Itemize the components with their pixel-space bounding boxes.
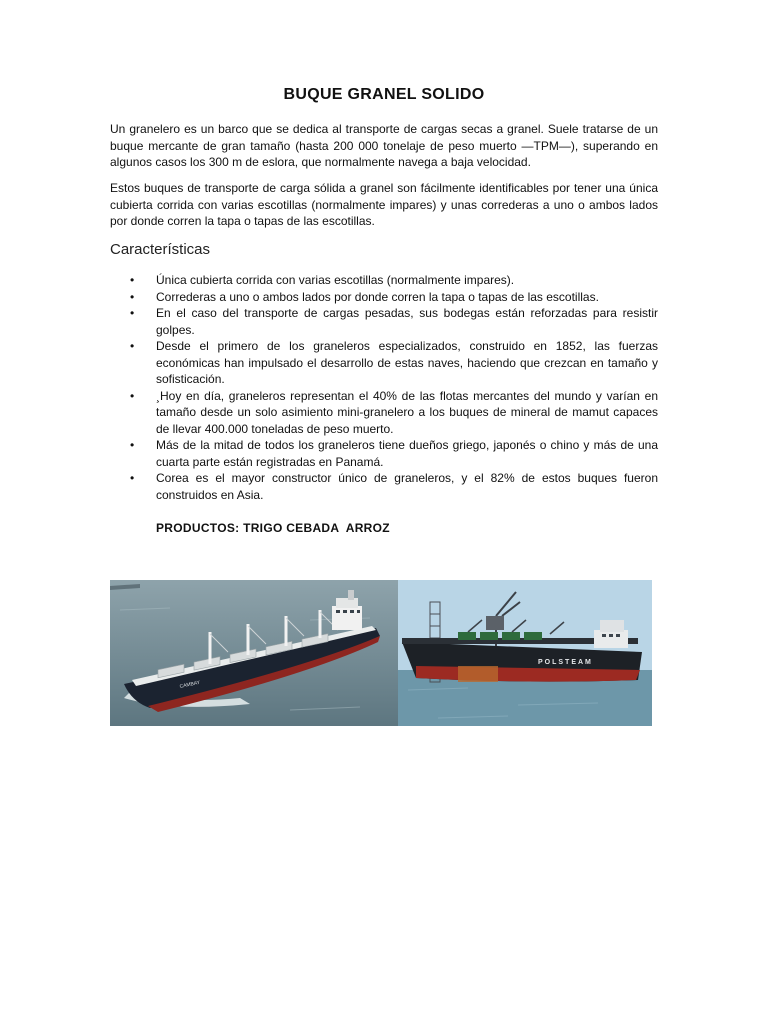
page-title: BUQUE GRANEL SOLIDO <box>283 86 485 103</box>
intro-paragraph: Un granelero es un barco que se dedica al transporte de cargas secas a granel. Suele tratarse de un buque mercante de gran tamaño (hasta 200 000 tonelaje de peso muerto —TPM—), superando en algunos casos los 300 m de eslora, que normalmente navega a baja velocidad. <box>110 122 658 169</box>
list-item <box>110 437 658 470</box>
list-item-text: Correderas a uno o ambos lados por donde corren la tapa o tapas de las escotillas. <box>156 289 599 304</box>
bullet-icon: • <box>130 471 135 485</box>
section-heading: Características <box>110 241 211 258</box>
list-item-text: Más de la mitad de todos los graneleros tiene dueños griego, japonés o chino y más de una cuarta parte están registradas en Panamá. <box>156 438 658 469</box>
list-item <box>110 289 658 306</box>
ship-in-port-illustration <box>398 580 652 726</box>
list-item-text: Única cubierta corrida con varias escotillas (normalmente impares). <box>156 273 515 287</box>
hull-name-left: CAMBAY <box>179 679 201 690</box>
bulk-carrier-at-sea-photo <box>110 580 398 726</box>
list-item <box>110 305 658 338</box>
list-item <box>110 388 658 438</box>
list-item-text: Corea es el mayor constructor único de graneleros, y el 82% de estos buques fueron construidos en Asia. <box>156 471 658 502</box>
description-paragraph: Estos buques de transporte de carga sólida a granel son fácilmente identificables por tener una única cubierta corrida con varias escotillas (normalmente impares) y unas correderas a uno o ambos lados por donde corren la tapa o tapas de las escotillas. <box>110 181 658 228</box>
hull-name-right: POLSTEAM <box>538 659 593 666</box>
bullet-icon: • <box>130 273 135 287</box>
bullet-icon: • <box>130 438 135 452</box>
list-item-text: Desde el primero de los graneleros especializados, construido en 1852, las fuerzas económicas han impulsado el desarrollo de estas naves, haciendo que crezcan en tamaño y sofisticación. <box>156 339 658 386</box>
bullet-icon: • <box>130 339 135 353</box>
ship-at-sea-illustration <box>110 580 398 726</box>
bulk-carrier-in-port-photo <box>398 580 652 726</box>
bullet-icon: • <box>130 388 135 403</box>
list-item <box>110 272 658 289</box>
list-item <box>110 470 658 503</box>
list-item-text: ¸Hoy en día, graneleros representan el 40% de las flotas mercantes del mundo y varían en tamaño desde un solo asimiento mini-granelero a los buques de mineral de mamut capaces de llevar 400.000 toneladas de peso muerto. <box>156 388 658 436</box>
ship-photos <box>110 580 652 726</box>
list-item-text: En el caso del transporte de cargas pesadas, sus bodegas están reforzadas para resistir golpes. <box>156 306 658 337</box>
characteristics-list <box>110 272 658 503</box>
bullet-icon: • <box>130 289 135 304</box>
bullet-icon: • <box>130 306 135 320</box>
list-item <box>110 338 658 388</box>
products-line: PRODUCTOS: TRIGO CEBADA ARROZ <box>156 521 390 535</box>
